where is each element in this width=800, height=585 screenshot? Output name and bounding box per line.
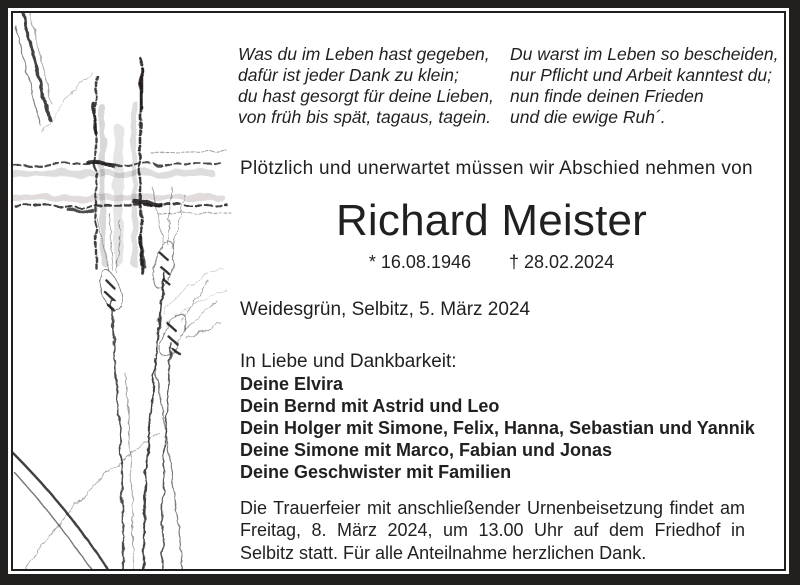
death-date: † 28.02.2024 xyxy=(508,252,615,272)
verse-line: Was du im Leben hast gegeben, xyxy=(238,44,490,64)
mourner-line: Deine Elvira xyxy=(240,374,344,394)
birth-date: * 16.08.1946 xyxy=(368,252,471,272)
mourner-line: Deine Geschwister mit Familien xyxy=(240,462,512,482)
funeral-details: Die Trauerfeier mit anschließender Urnenbeisetzung findet am Freitag, 8. März 2024, um 13.00 Uhr auf dem Friedhof in Selbitz statt. Für alle Anteilnahme herzlichen Dank. xyxy=(240,498,745,563)
mourner-line: Dein Holger mit Simone, Felix, Hanna, Sebastian und Yannik xyxy=(240,418,755,438)
verse-line: du hast gesorgt für deine Lieben, xyxy=(238,86,494,106)
life-dates xyxy=(238,252,745,273)
cross-wheat-sketch-icon xyxy=(13,13,235,571)
verse-line: von früh bis spät, tagaus, tagein. xyxy=(238,107,491,127)
deceased-name: Richard Meister xyxy=(335,196,648,245)
mourner-line: Deine Simone mit Marco, Fabian und Jonas xyxy=(240,440,613,460)
verse-line: nun finde deinen Frieden xyxy=(510,86,704,106)
verse-left xyxy=(238,44,494,128)
mourners-list xyxy=(240,373,755,483)
announcement-line: Plötzlich und unerwartet müssen wir Abschied nehmen von xyxy=(240,158,753,179)
verse-right xyxy=(510,44,778,128)
salutation-line: In Liebe und Dankbarkeit: xyxy=(240,351,457,372)
verse-line: nur Pflicht und Arbeit kanntest du; xyxy=(510,65,773,85)
mourner-line: Dein Bernd mit Astrid und Leo xyxy=(240,396,500,416)
verse-line: Du warst im Leben so bescheiden, xyxy=(510,44,779,64)
verse-line: und die ewige Ruh´. xyxy=(510,107,666,127)
place-date-line: Weidesgrün, Selbitz, 5. März 2024 xyxy=(240,299,531,320)
verse-line: dafür ist jeder Dank zu klein; xyxy=(238,65,459,85)
notice-text-area xyxy=(238,13,779,571)
